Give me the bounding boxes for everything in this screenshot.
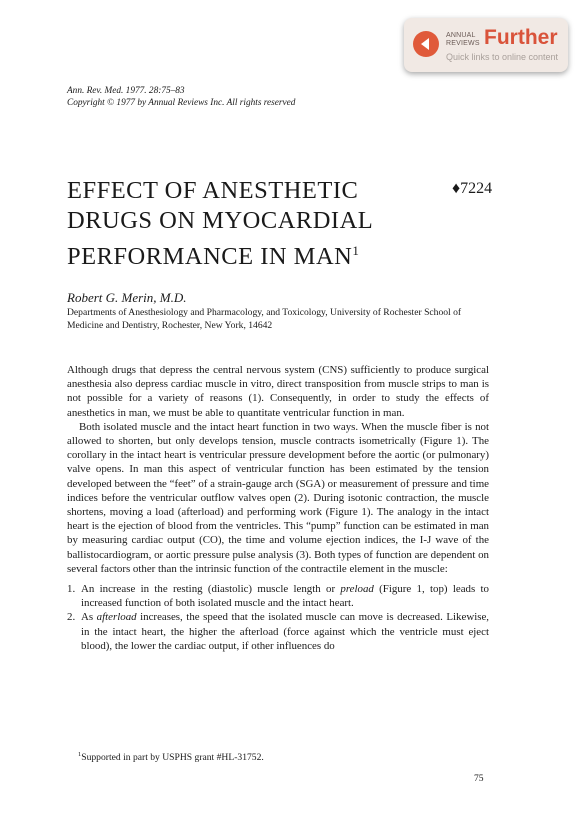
catalog-number: ♦7224: [452, 180, 493, 197]
badge-subtitle: Quick links to online content: [446, 52, 559, 62]
list-item-text: An increase in the resting (diastolic) muscle length or: [81, 583, 341, 596]
author-name: Robert G. Merin, M.D.: [67, 290, 187, 305]
list-item-emphasis: preload: [340, 583, 374, 596]
list-item-emphasis: afterload: [96, 611, 137, 624]
list-item-text: increases, the speed that the isolated muscle can move is decreased. Likewise, in the intact heart, the higher the afterload (force against which the ventricle must eject blood), the lower the cardiac output, if other influences do: [81, 611, 490, 652]
list-item: [67, 610, 489, 653]
title-footnote-mark: 1: [352, 243, 360, 258]
factor-list: [67, 582, 489, 653]
journal-citation: Ann. Rev. Med. 1977. 28:75–83: [67, 86, 185, 96]
title-line-2: DRUGS ON MYOCARDIAL: [67, 207, 374, 234]
list-item-text: (Figure 1, top) leads to increased function of both isolated muscle and the intact heart.: [81, 583, 489, 610]
play-left-icon: [413, 31, 439, 57]
list-item-number: 2.: [67, 611, 76, 624]
footnote-mark: 1: [78, 751, 82, 758]
author-affiliation: Departments of Anesthesiology and Pharmacology, and Toxicology, University of Rochester School of Medicine and Dentistry, Rochester, New York, 14642: [67, 307, 462, 331]
article-body: [67, 363, 489, 653]
title-line-3: PERFORMANCE IN MAN: [67, 243, 353, 270]
list-item: [67, 582, 489, 610]
list-item-text: As: [81, 611, 97, 624]
title-line-1: EFFECT OF ANESTHETIC: [67, 177, 359, 204]
page-number: 75: [474, 773, 484, 784]
copyright-line: Copyright © 1977 by Annual Reviews Inc. All rights reserved: [67, 98, 296, 108]
badge-further-text: Further: [484, 26, 558, 49]
footnote: [78, 751, 264, 763]
paragraph-2: Both isolated muscle and the intact heart function in two ways. When the muscle fiber is not allowed to shorten, but only develops tension, muscle contracts isometrically (Figure 1). The corollary in the intact heart is ventricular pressure development before the aortic (or pulmonary) valve opens. In man this aspect of ventricular function has been estimated by the tension developed between the “feet” of a strain-gauge arch (SGA) or measurement of pressure and time indices before the ventricular outflow valves open (2). During isotonic contraction, the muscle shortens, moving a load (afterload) and performing work (Figure 1). The analogy in the intact heart is the ejection of blood from the ventricles. This “pump” function can be estimated in man by measuring cardiac output (CO), the time and volume ejection indices, the I-J wave of the ballistocardiogram, or aortic pressure pulse analysis (3). Both types of function are dependent on several factors other than the intrinsic function of the contractile element in the muscle:: [67, 420, 489, 575]
footnote-text: Supported in part by USPHS grant #HL-31752.: [81, 752, 264, 764]
journal-header: [67, 85, 295, 109]
paragraph-1: Although drugs that depress the central nervous system (CNS) sufficiently to produce surgical anesthesia also depress cardiac muscle in vitro, direct transposition from muscle strips to man is not possible for a variety of reasons (1). Consequently, in order to study the effects of anesthetics in man, we must be able to quantitate ventricular function in man.: [67, 364, 489, 419]
badge-reviews-text: REVIEWS: [446, 40, 480, 47]
list-item-number: 1.: [67, 583, 76, 596]
badge-publisher: [446, 32, 480, 48]
article-title: [67, 176, 373, 272]
badge-annual-text: ANNUAL: [446, 32, 476, 39]
further-badge[interactable]: [404, 18, 568, 72]
